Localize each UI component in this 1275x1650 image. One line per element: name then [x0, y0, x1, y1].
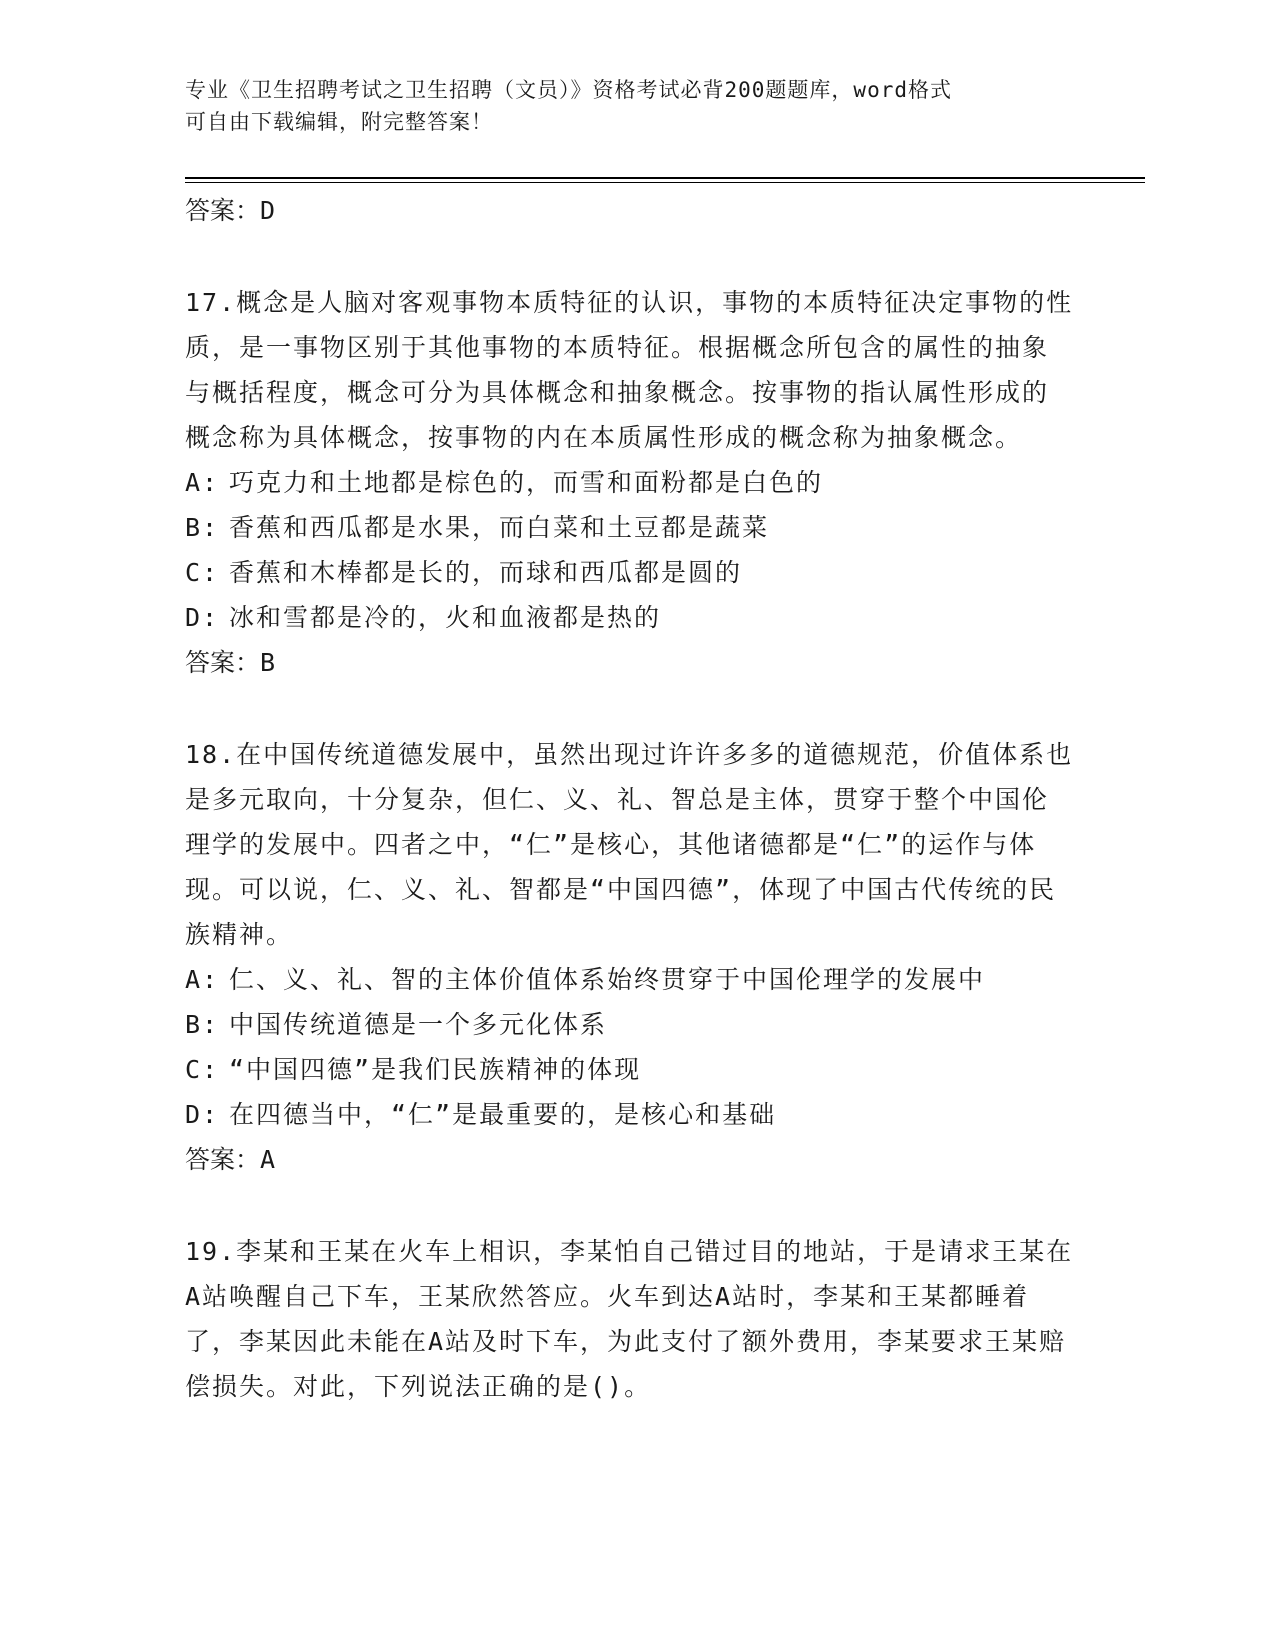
- header-divider-thick: [185, 177, 1145, 179]
- option-key: D:: [185, 603, 220, 632]
- option-17-d: [185, 595, 1075, 640]
- option-key: A:: [185, 965, 220, 994]
- option-text: 香蕉和西瓜都是水果，而白菜和土豆都是蔬菜: [229, 513, 770, 542]
- option-18-a: [185, 957, 1075, 1002]
- option-key: B:: [185, 1010, 220, 1039]
- option-text: 在四德当中，“仁”是最重要的，是核心和基础: [229, 1100, 777, 1129]
- document-header: [185, 74, 1085, 138]
- option-key: B:: [185, 513, 220, 542]
- answer-17: 答案：B: [185, 648, 276, 677]
- document-body: [185, 188, 1075, 1409]
- option-text: 中国传统道德是一个多元化体系: [229, 1010, 608, 1039]
- option-17-a: [185, 460, 1075, 505]
- option-18-c: [185, 1047, 1075, 1092]
- option-key: C:: [185, 558, 220, 587]
- header-divider-thin: [185, 182, 1145, 183]
- option-18-d: [185, 1092, 1075, 1137]
- option-17-b: [185, 505, 1075, 550]
- header-line-1: 专业《卫生招聘考试之卫生招聘（文员）》资格考试必背200题题库，word格式: [185, 78, 952, 102]
- option-18-b: [185, 1002, 1075, 1047]
- question-18: 18.在中国传统道德发展中，虽然出现过许许多多的道德规范，价值体系也是多元取向，十分复杂，但仁、义、礼、智总是主体，贯穿于整个中国伦理学的发展中。四者之中，“仁”是核心，其他诸德都是“仁”的运作与体现。可以说，仁、义、礼、智都是“中国四德”，体现了中国古代传统的民族精神。: [185, 740, 1074, 949]
- option-17-c: [185, 550, 1075, 595]
- option-key: C:: [185, 1055, 220, 1084]
- option-text: 冰和雪都是冷的，火和血液都是热的: [229, 603, 662, 632]
- option-text: 仁、义、礼、智的主体价值体系始终贯穿于中国伦理学的发展中: [229, 965, 986, 994]
- option-key: A:: [185, 468, 220, 497]
- header-line-2: 可自由下载编辑，附完整答案！: [185, 110, 493, 134]
- option-text: “中国四德”是我们民族精神的体现: [229, 1055, 642, 1084]
- answer-16: 答案：D: [185, 196, 276, 225]
- option-key: D:: [185, 1100, 220, 1129]
- question-19: 19.李某和王某在火车上相识，李某怕自己错过目的地站，于是请求王某在A站唤醒自己下车，王某欣然答应。火车到达A站时，李某和王某都睡着了，李某因此未能在A站及时下车，为此支付了额外费用，李某要求王某赔偿损失。对此，下列说法正确的是()。: [185, 1237, 1074, 1401]
- answer-18: 答案：A: [185, 1145, 276, 1174]
- question-17: 17.概念是人脑对客观事物本质特征的认识，事物的本质特征决定事物的性质，是一事物区别于其他事物的本质特征。根据概念所包含的属性的抽象与概括程度，概念可分为具体概念和抽象概念。按事物的指认属性形成的概念称为具体概念，按事物的内在本质属性形成的概念称为抽象概念。: [185, 288, 1074, 452]
- option-text: 香蕉和木棒都是长的，而球和西瓜都是圆的: [229, 558, 743, 587]
- option-text: 巧克力和土地都是棕色的，而雪和面粉都是白色的: [229, 468, 824, 497]
